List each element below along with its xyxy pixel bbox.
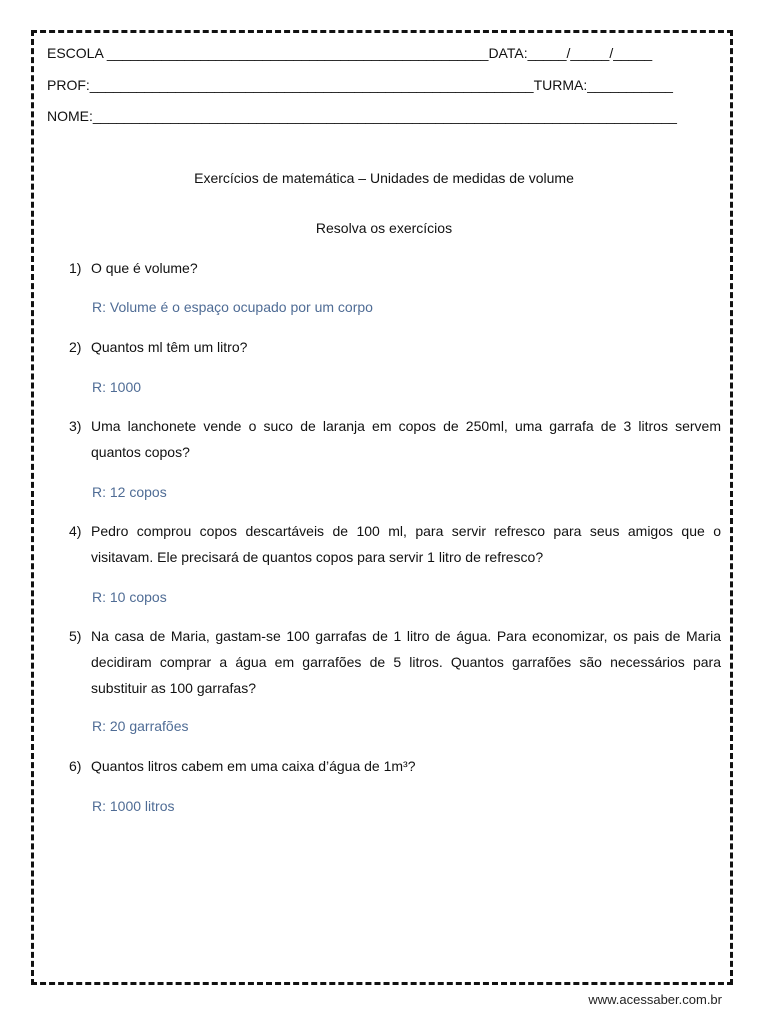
- question-text: Quantos ml têm um litro?: [91, 339, 248, 355]
- question-6: [69, 753, 721, 779]
- question-number: 3): [69, 418, 82, 434]
- worksheet-instructions: Resolva os exercícios: [315, 220, 453, 236]
- school-date-line: ESCOLA _________________________________________________DATA:_____/_____/_____: [47, 45, 653, 61]
- question-1: [69, 255, 721, 281]
- question-5: [69, 623, 721, 701]
- footer-website: www.acessaber.com.br: [588, 992, 722, 1007]
- answer-2: R: 1000: [92, 379, 142, 395]
- teacher-class-line: PROF:_________________________________________________________TURMA:___________: [47, 77, 673, 93]
- answer-4: R: 10 copos: [92, 589, 167, 605]
- question-number: 5): [69, 628, 82, 644]
- question-number: 1): [69, 260, 82, 276]
- question-text: Na casa de Maria, gastam-se 100 garrafas de 1 litro de água. Para economizar, os pais de Maria decidiram comprar a água em garrafões de 5 litros. Quantos garrafões são necessários para substituir as 100 garrafas?: [91, 628, 721, 696]
- worksheet-title: Exercícios de matemática – Unidades de medidas de volume: [194, 170, 574, 186]
- question-number: 2): [69, 339, 82, 355]
- question-number: 6): [69, 758, 82, 774]
- question-4: [69, 518, 721, 570]
- question-3: [69, 413, 721, 465]
- answer-1: R: Volume é o espaço ocupado por um corpo: [92, 299, 373, 315]
- question-2: [69, 334, 721, 360]
- answer-6: R: 1000 litros: [92, 798, 175, 814]
- question-text: Quantos litros cabem em uma caixa d’água de 1m³?: [91, 758, 416, 774]
- question-text: O que é volume?: [91, 260, 198, 276]
- question-number: 4): [69, 523, 82, 539]
- answer-3: R: 12 copos: [92, 484, 167, 500]
- question-text: Uma lanchonete vende o suco de laranja em copos de 250ml, uma garrafa de 3 litros servem quantos copos?: [91, 418, 721, 460]
- question-text: Pedro comprou copos descartáveis de 100 ml, para servir refresco para seus amigos que o visitavam. Ele precisará de quantos copos para servir 1 litro de refresco?: [91, 523, 721, 565]
- answer-5: R: 20 garrafões: [92, 718, 189, 734]
- student-name-line: NOME:___________________________________________________________________________: [47, 108, 677, 124]
